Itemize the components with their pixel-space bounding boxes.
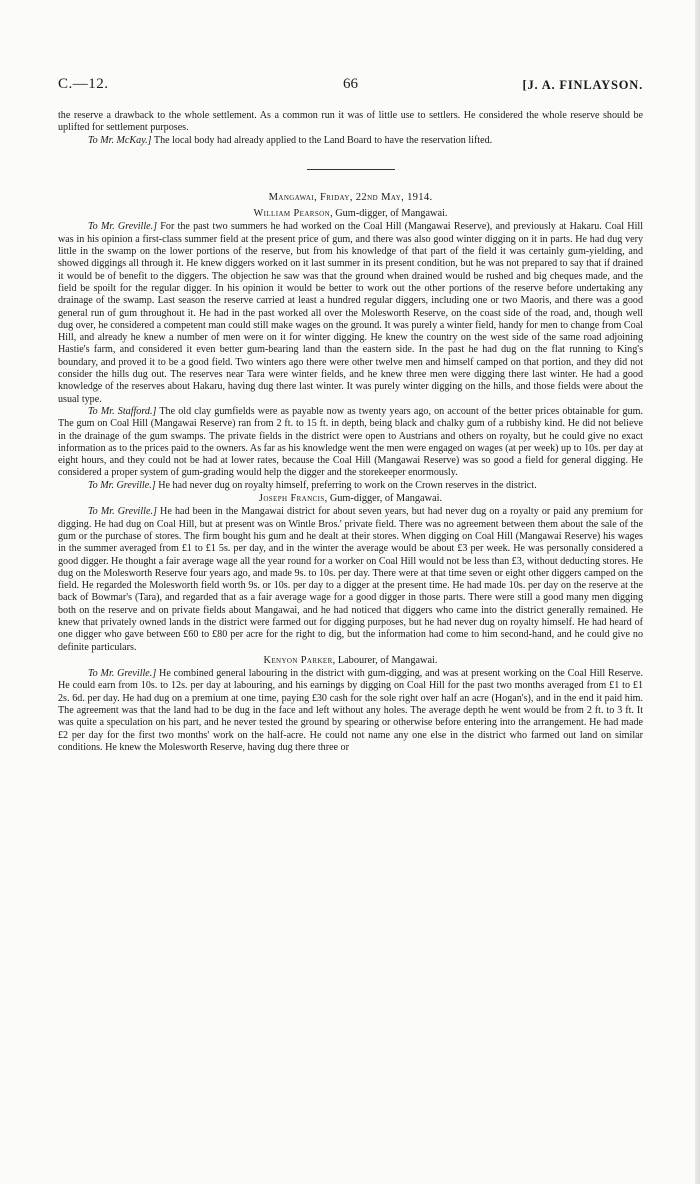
- paragraph-text: He had never dug on royalty himself, preferring to work on the Crown reserves in the district.: [155, 479, 537, 491]
- addressee: To Mr. Greville.]: [88, 668, 157, 680]
- page-number: 66: [343, 76, 358, 92]
- session-place: Mangawai: [268, 191, 315, 203]
- witness-name: William Pearson: [253, 208, 331, 220]
- addressee: To Mr. Stafford.]: [88, 405, 157, 417]
- paragraph-text: The old clay gumfields were as payable now as twenty years ago, on account of the better prices obtainable for gum. The gum on Coal Hill (Mangawai Reserve) ran from 2 ft. to 15 ft. in depth, being black and chalky gum of a rubbishy kind. He did not believe in the drainage of the gum swamps. The private fields in the district were open to Austrians and others on royalty, but he could give no exact information as to the prices paid to the owners. As far as his knowledge went the men were engaged on wages (at per week) up to 10s. per day at eight hours, and they could not be had at lower rates, because the Coal Hill (Mangawai Reserve) was so good a field for general digging. He considered a proper system of gum-grading would help the digger and the storekeeper enormously.: [58, 405, 643, 479]
- paragraph-text: For the past two summers he had worked on the Coal Hill (Mangawai Reserve), and previously at Hakaru. Coal Hill was in his opinion a first-class summer field at the present price of gum, and there was also good winter digging on it in parts. He had dug very little in the swamp on the lower portions of the reserve, but from his knowledge of that part of the field it was certainly gum-yielding, and showed diggings all through it. He knew diggers worked on it last summer in its present condition, but he was not prepared to say that if drained it would be of benefit to the diggers. The objection he saw was that the ground when drained would be rushed and big cheques made, and the field be spoilt for the regular digger. In his opinion it would be better to work out the other portions of the reserve before undertaking any drainage of the swamp. Last season the reserve carried at least a hundred regular diggers, including one or two Maoris, and there was a good general run of gum throughout it. He had in the past worked all over the Molesworth Reserve, on the coast side of the road, and, though well dug over, he considered a competent man could still make wages on the ground. It was purely a winter field, handy for men to change from Coal Hill, and already he knew a number of men were on it for winter digging. He knew the country on the west side of the same road adjoining Hastie's farm, and considered it even better gum-bearing land than the eastern side. In the past he had dug on the flat running to King's boundary, and proved it to be a good field. Two winters ago there were other twelve men and himself camped on that portion, and they did not consider the hills dug out. The reserves near Tara were winter fields, and he knew three men were digging there last winter. He had a good knowledge of the reserves about Hakaru, having dug there last winter. It was purely winter digging on the hills, and those fields were about the usual type.: [58, 221, 643, 405]
- testimony-paragraph: [58, 406, 643, 480]
- session-date: 22nd May: [355, 191, 402, 203]
- session-heading: Mangawai, Friday, 22nd May, 1914.: [268, 191, 433, 203]
- paragraph-text: He combined general labouring in the district with gum-digging, and was at present working on the Coal Hill Reserve. He could earn from 10s. to 12s. per day at labouring, and his earnings by digging on Coal Hill for the past two months averaged from £1 to £1 2s. 6d. per day. He had dug on a premium at one time, paying £30 cash for the sole right over half an acre (Hogan's), and in the end it paid him. The agreement was that the land had to be dug in the face and left without any holes. The average depth he went would be from 2 ft. to 3 ft. It was quite a speculation on his part, and he never tested the ground by spearing or otherwise before entering into the arrangement. He had made £2 per day for the first two months' work on the half-acre. He could not name any one else in the district who farmed out land on similar conditions. He knew the Molesworth Reserve, having dug there three or: [58, 668, 643, 753]
- testimony-paragraph: [58, 480, 643, 492]
- testimony-paragraph: [58, 221, 643, 405]
- witness-name: Kenyon Parker: [263, 654, 333, 666]
- section-divider: [307, 169, 395, 170]
- addressee: To Mr. McKay.]: [88, 134, 152, 146]
- witness-heading: [58, 493, 643, 505]
- testimony-paragraph: [58, 668, 643, 754]
- paragraph-text: He had been in the Mangawai district for about seven years, but had never dug on a royalty or paid any premium for digging. He had dug on Coal Hill, but at present was on Wintle Bros.' private field. There was no agreement between them about the sale of the gum or the purchase of stores. The firm bought his gum and he dealt at their stores. When digging on Coal Hill (Mangawai Reserve) his wages in the summer averaged from £1 to £1 5s. per day, and in the winter the average would be about £3 per week. He was personally considered a good digger. He thought a fair average wage all the year round for a worker on Coal Hill would not be less than £3, without deducting stores. He dug on the Molesworth Reserve four years ago, and made 9s. to 10s. per day. There were at that time seven or eight other diggers camped on the field. He regarded the Molesworth field worth 9s. or 10s. per day to a digger at the present time. He had made 10s. per day on the reserve at the back of Bowmar's (Tara), and regarded that as a fair average wage for a good digger in those parts. There were still a good many men digging both on the reserve and on private fields about Mangawai, and he had noticed that diggers who came into the district generally remained. He knew that privately owned lands in the district were farmed out for digging purposes, but he had never dug on royalty himself. He had heard of one digger who gave between £60 to £80 per acre for the right to dig, but the information had come to him second-hand, and he could give no definite particulars.: [58, 506, 643, 653]
- addressee: To Mr. Greville.]: [88, 506, 157, 518]
- page-edge-strip: [695, 0, 700, 1184]
- page-header: [58, 76, 643, 98]
- intro-paragraph-1: the reserve a drawback to the whole settlement. As a common run it was of little use to settlers. He considered the whole reserve should be uplifted for settlement purposes.: [58, 110, 643, 134]
- header-witness: [J. A. FINLAYSON.: [522, 78, 643, 92]
- witness-name: Joseph Francis: [258, 493, 325, 505]
- session-day: Friday: [319, 191, 350, 203]
- document-body: [58, 110, 643, 754]
- session-year: , 1914.: [401, 191, 433, 203]
- testimony-paragraph: [58, 506, 643, 654]
- witness-heading: [58, 208, 643, 220]
- paragraph-text: The local body had already applied to the Land Board to have the reservation lifted.: [151, 134, 493, 146]
- addressee: To Mr. Greville.]: [88, 221, 158, 233]
- header-reference: C.—12.: [58, 76, 109, 92]
- addressee: To Mr. Greville.]: [88, 479, 156, 491]
- witness-role: , Gum-digger, of Mangawai.: [324, 493, 443, 505]
- witness-role: , Labourer, of Mangawai.: [332, 654, 438, 666]
- witness-heading: [58, 655, 643, 667]
- witness-role: , Gum-digger, of Mangawai.: [330, 208, 448, 220]
- intro-paragraph-2: [58, 135, 643, 147]
